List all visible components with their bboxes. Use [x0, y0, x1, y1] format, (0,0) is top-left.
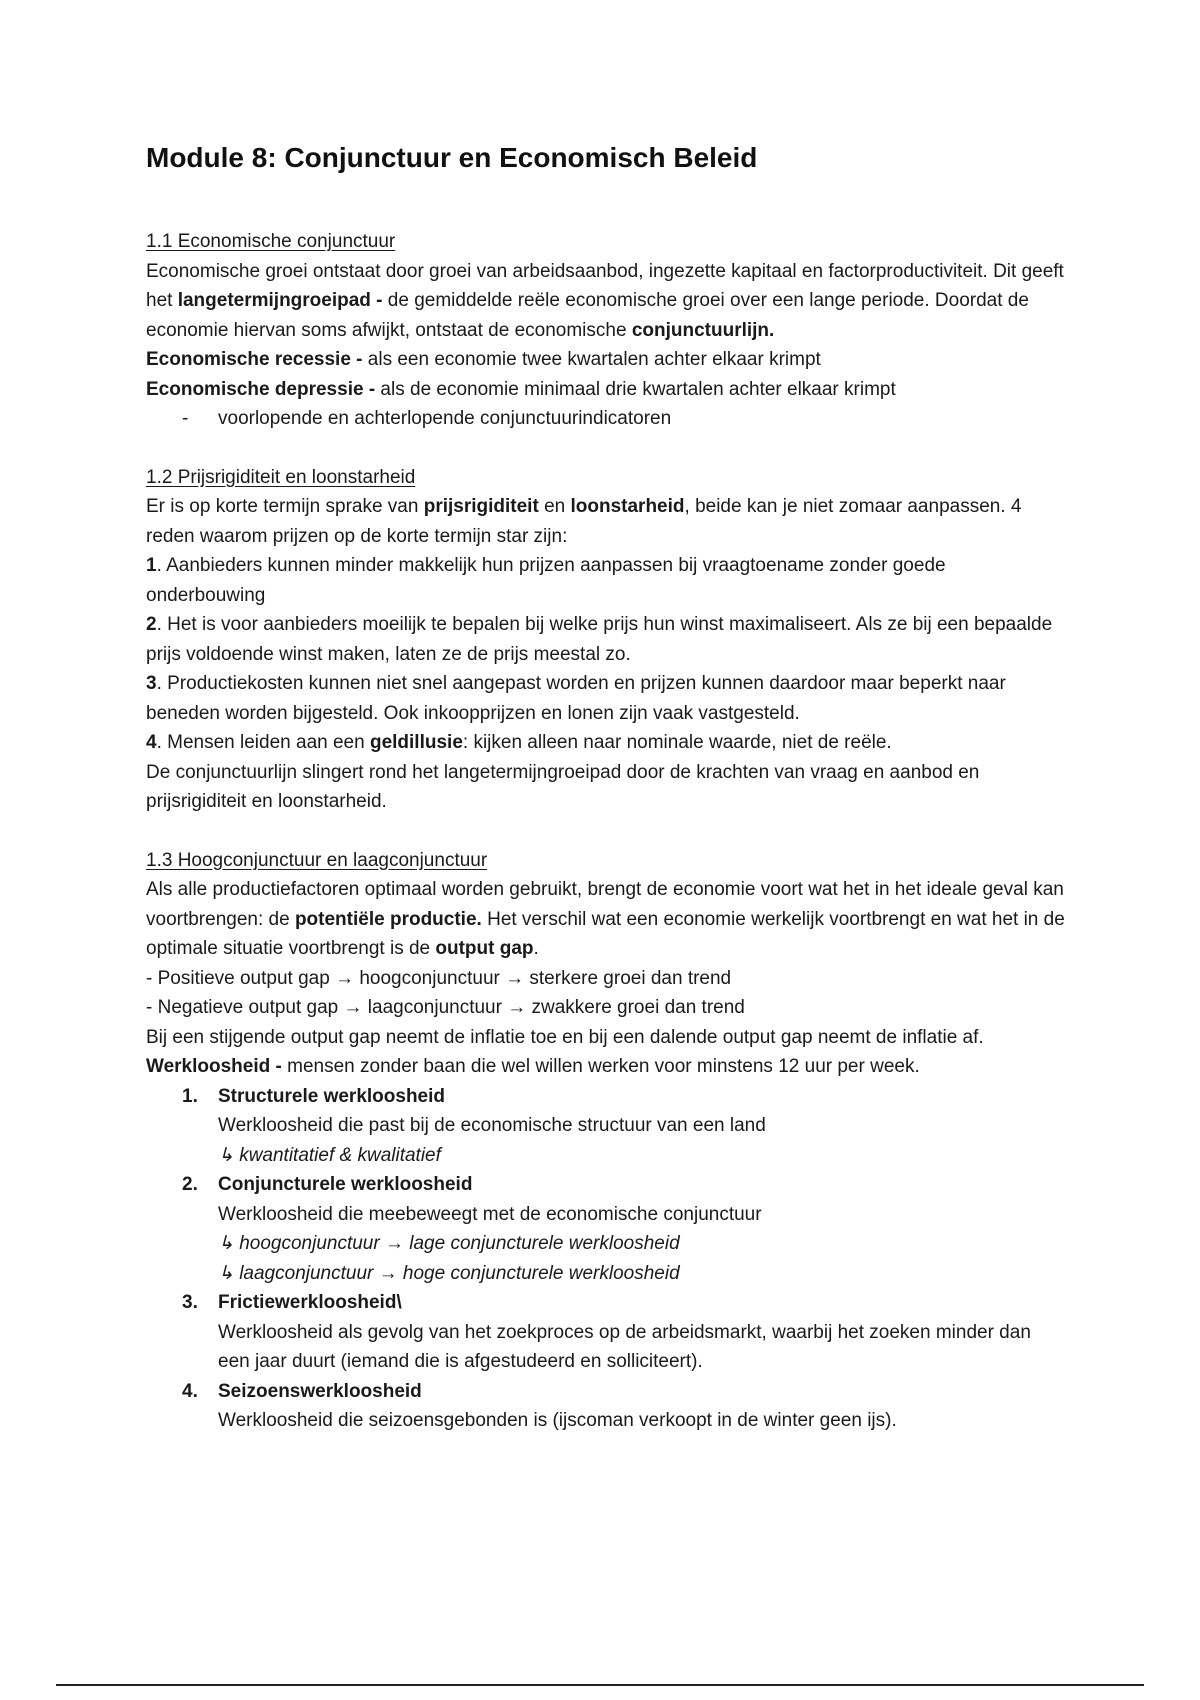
section-heading: 1.1 Economische conjunctuur	[146, 231, 396, 252]
page-title: Module 8: Conjunctuur en Economisch Beleid	[146, 142, 758, 173]
bullet-list	[146, 404, 1066, 434]
reason-3: 3. Productiekosten kunnen niet snel aangepast worden en prijzen kunnen daardoor maar beperkt naar beneden worden bijgesteld. Ook inkoopprijzen en lonen zijn vaak vastgesteld.	[146, 673, 1006, 724]
reason-2: 2. Het is voor aanbieders moeilijk te bepalen bij welke prijs hun winst maximaliseert. Als ze bij een bepaalde prijs voldoende winst maken, laten ze de prijs meestal zo.	[146, 614, 1053, 665]
type-name: Frictiewerkloosheid\	[218, 1292, 402, 1313]
list-item	[182, 1377, 1066, 1436]
paragraph: Er is op korte termijn sprake van prijsrigiditeit en loonstarheid, beide kan je niet zomaar aanpassen. 4 reden waarom prijzen op de korte termijn star zijn:	[146, 496, 1022, 547]
type-description: Werkloosheid die past bij de economische structuur van een land	[218, 1115, 766, 1136]
paragraph: Als alle productiefactoren optimaal worden gebruikt, brengt de economie voort wat het in het ideale geval kan voortbrengen: de potentiële productie. Het verschil wat een economie werkelijk voortbrengt en wat het in de optimale situatie voortbrengt is de output gap.	[146, 879, 1065, 959]
type-description: Werkloosheid die seizoensgebonden is (ijscoman verkoopt in de winter geen ijs).	[218, 1410, 897, 1431]
type-description: Werkloosheid als gevolg van het zoekproces op de arbeidsmarkt, waarbij het zoeken minder dan een jaar duurt (iemand die is afgestudeerd en solliciteert).	[218, 1321, 1031, 1372]
unemployment-types-list	[146, 1082, 1066, 1436]
list-number: 4.	[182, 1380, 198, 1402]
reason-4: 4. Mensen leiden aan een geldillusie: kijken alleen naar nominale waarde, niet de reële.	[146, 732, 892, 753]
list-item: - voorlopende en achterlopende conjunctuurindicatoren	[182, 404, 1066, 434]
definition-depressie: Economische depressie - als de economie minimaal drie kwartalen achter elkaar krimpt	[146, 378, 896, 400]
section-prijsrigiditeit	[146, 463, 1066, 817]
reason-1: 1. Aanbieders kunnen minder makkelijk hun prijzen aanpassen bij vraagtoename zonder goede onderbouwing	[146, 555, 946, 606]
paragraph: Economische groei ontstaat door groei van arbeidsaanbod, ingezette kapitaal en factorproductiviteit. Dit geeft het langetermijngroeipad - de gemiddelde reële economische groei over een lange periode. Doordat de economie hiervan soms afwijkt, ontstaat de economische conjunctuurlijn.	[146, 260, 1064, 341]
list-number: 3.	[182, 1292, 198, 1313]
type-description: Werkloosheid die meebeweegt met de economische conjunctuur	[218, 1203, 762, 1225]
type-name: Conjuncturele werkloosheid	[218, 1174, 473, 1195]
list-number: 2.	[182, 1174, 198, 1195]
type-subnote: ↳ kwantitatief & kwalitatief	[218, 1144, 441, 1166]
section-hoogconjunctuur	[146, 846, 1066, 1436]
definition-werkloosheid: Werkloosheid - mensen zonder baan die wel willen werken voor minstens 12 uur per week.	[146, 1056, 920, 1077]
list-item	[182, 1082, 1066, 1171]
section-economische-conjunctuur	[146, 227, 1066, 434]
output-gap-negative: - Negatieve output gap → laagconjunctuur → zwakkere groei dan trend	[146, 997, 745, 1018]
type-subnote: ↳ hoogconjunctuur → lage conjuncturele werkloosheid	[218, 1233, 680, 1254]
list-item	[182, 1288, 1066, 1377]
type-subnote: ↳ laagconjunctuur → hoge conjuncturele werkloosheid	[218, 1262, 680, 1284]
list-number: 1.	[182, 1085, 198, 1107]
paragraph: Bij een stijgende output gap neemt de inflatie toe en bij een dalende output gap neemt de inflatie af.	[146, 1026, 984, 1048]
document-page	[146, 140, 1066, 1465]
list-item	[182, 1170, 1066, 1288]
section-heading: 1.2 Prijsrigiditeit en loonstarheid	[146, 466, 416, 488]
definition-recessie: Economische recessie - als een economie twee kwartalen achter elkaar krimpt	[146, 349, 821, 370]
bottom-divider	[56, 1684, 1144, 1686]
type-name: Structurele werkloosheid	[218, 1085, 446, 1107]
output-gap-positive: - Positieve output gap → hoogconjunctuur → sterkere groei dan trend	[146, 967, 732, 989]
section-heading: 1.3 Hoogconjunctuur en laagconjunctuur	[146, 849, 488, 871]
type-name: Seizoenswerkloosheid	[218, 1380, 422, 1402]
paragraph: De conjunctuurlijn slingert rond het langetermijngroeipad door de krachten van vraag en aanbod en prijsrigiditeit en loonstarheid.	[146, 761, 980, 812]
